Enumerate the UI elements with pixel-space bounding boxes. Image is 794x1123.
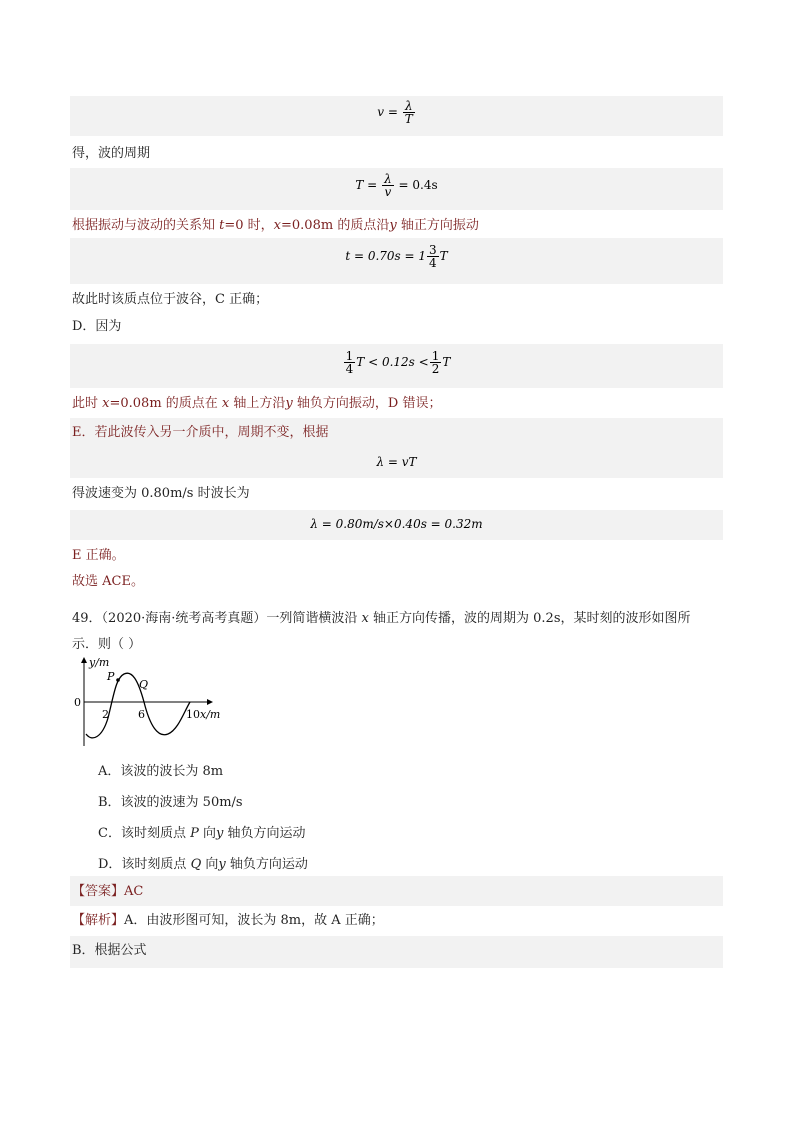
answer-value: AC [124, 884, 144, 899]
tick-10: 10 [186, 708, 200, 721]
equation-inequality: $\frac{1}{4}$ T < 0.12s < $\frac{1}{2}$ T [70, 344, 723, 388]
answer-tag: 【答案】 [72, 884, 125, 899]
analysis-text: A．由波形图可知，波长为 8m，故 A 正确； [124, 913, 384, 928]
option-d[interactable]: D．该时刻质点 Q 向y 轴负方向运动 [98, 857, 308, 872]
option-b[interactable]: B．该波的波速为 50m/s [98, 795, 243, 810]
question-49: 49．（2020·海南·统考高考真题）一列简谐横波沿 x 轴正方向传播，波的周期为 0.2s，某时刻的波形如图所 示．则（ ） [72, 611, 691, 652]
x-axis-label: x/m [200, 708, 221, 721]
text-c-correct: 故此时该质点位于波谷，C 正确； [72, 292, 269, 307]
text-new-speed: 得波速变为 0.80m/s 时波长为 [72, 486, 250, 501]
wave-curve [86, 673, 190, 738]
text-e-medium: E．若此波传入另一介质中，周期不变，根据 [70, 418, 723, 448]
analysis-tag: 【解析】 [72, 913, 125, 928]
waveform-graph [72, 654, 232, 750]
equation-velocity: v = $\frac{\lambda}{T}$ [70, 96, 723, 136]
text-b-formula: B．根据公式 [70, 936, 723, 968]
text-period-intro: 得，波的周期 [72, 146, 151, 161]
origin-label: 0 [74, 696, 81, 709]
equation-time: t = 0.70s = 1 $\frac{3}{4}$ T [70, 238, 723, 284]
text-vibration-relation: 根据振动与波动的关系知 t=0 时，x=0.08m 的质点沿y 轴正方向振动 [72, 218, 479, 233]
equation-new-wavelength: λ = 0.80m/s×0.40s = 0.32m [70, 510, 723, 540]
label-q: Q [139, 678, 149, 691]
point-p [116, 678, 120, 682]
label-p: P [107, 670, 115, 683]
y-axis-label: y/m [89, 656, 110, 669]
equation-period: T = $\frac{\lambda}{v}$ = 0.4s [70, 168, 723, 210]
tick-2: 2 [102, 708, 109, 721]
text-choose-ace: 故选 ACE。 [72, 574, 144, 589]
wave-figure-area [70, 654, 723, 754]
answer-row [70, 876, 723, 906]
text-e-correct: E 正确。 [72, 548, 125, 563]
text-d-because: D．因为 [72, 319, 122, 334]
tick-6: 6 [138, 708, 145, 721]
option-c[interactable]: C．该时刻质点 P 向y 轴负方向运动 [98, 826, 306, 841]
equation-wavelength: λ = vT [70, 448, 723, 478]
solution-page [70, 96, 723, 968]
option-a[interactable]: A．该波的波长为 8m [98, 764, 224, 779]
analysis-row [70, 906, 723, 936]
text-d-wrong: 此时 x=0.08m 的质点在 x 轴上方沿y 轴负方向振动，D 错误； [72, 396, 442, 411]
